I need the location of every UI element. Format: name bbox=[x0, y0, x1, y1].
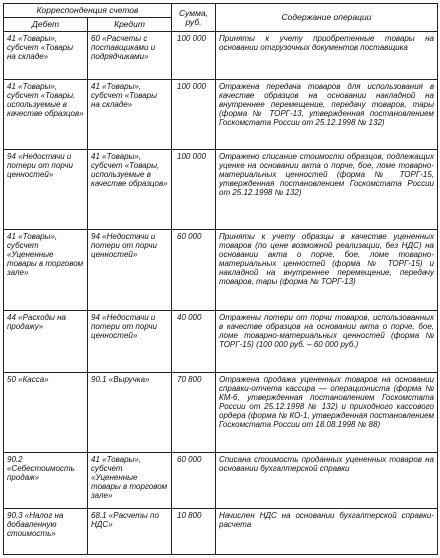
operation-cell: Отражена продажа уцененных товаров на основании справки-отчета кассира — операциониста (форма № КМ-6, утвержденная постановлением Госкомстата России от 25.12.1998 № 132) и приходного кассового ордера (форма № КО-1, утвержденная постановлением Госкомстата России от 18.08.1998 № 88) bbox=[216, 372, 438, 452]
header-correspondence: Корреспонденция счетов bbox=[4, 4, 172, 18]
operation-cell: Приняты к учету приобретенные товары на основании отгрузочных документов поставщика bbox=[216, 32, 438, 80]
debit-cell: 41 «Товары», субсчет «Товары на складе» bbox=[4, 32, 88, 80]
debit-cell: 50 «Касса» bbox=[4, 372, 88, 452]
credit-cell: 60 «Расчеты с поставщиками и подрядчиками» bbox=[88, 32, 172, 80]
sum-cell: 100 000 bbox=[172, 80, 216, 150]
debit-cell: 90.2 «Себестоимость продаж» bbox=[4, 452, 88, 508]
header-credit: Кредит bbox=[88, 18, 172, 32]
sum-cell: 60 000 bbox=[172, 229, 216, 311]
debit-cell: 44 «Расходы на продажу» bbox=[4, 311, 88, 372]
operation-cell: Списана стоимость проданных уцененных товаров на основании бухгалтерской справки bbox=[216, 452, 438, 508]
credit-cell: 41 «Товары», субсчет «Товары на складе» bbox=[88, 80, 172, 150]
sum-cell: 70 800 bbox=[172, 372, 216, 452]
sum-cell: 40 000 bbox=[172, 311, 216, 372]
sum-cell: 10 800 bbox=[172, 508, 216, 554]
credit-cell: 94 «Недостачи и потери от порчи ценностей» bbox=[88, 311, 172, 372]
sum-cell: 100 000 bbox=[172, 149, 216, 229]
credit-cell: 41 «Товары», субсчет «Товары, используемые в качестве образцов» bbox=[88, 149, 172, 229]
header-debit: Дебет bbox=[4, 18, 88, 32]
operation-cell: Отражено списание стоимости образцов, подлежащих уценке на основании акта о порче, бое, ломе товарно-материальных ценностей (форма № ТОРГ-15, утвержденная постановлением Госкомстата России от 25.12.1998 № 132) bbox=[216, 149, 438, 229]
operation-cell: Приняты к учету образцы в качестве уцененных товаров (по цене возможной реализации, без НДС) на основании акта о порче, бое, ломе товарно-материальных ценностей (форма № ТОРГ-15) и накладной на внутреннее перемещение, передачу товаров, тары (форма № ТОРГ-13) bbox=[216, 229, 438, 311]
table-row bbox=[4, 32, 438, 80]
table-row bbox=[4, 311, 438, 372]
debit-cell: 94 «Недостачи и потери от порчи ценностей» bbox=[4, 149, 88, 229]
credit-cell: 41 «Товары», субсчет «Уцененные товары в торговом зале» bbox=[88, 452, 172, 508]
table-row bbox=[4, 452, 438, 508]
table-row bbox=[4, 372, 438, 452]
debit-cell: 41 «Товары», субсчет «Уцененные товары в торговом зале» bbox=[4, 229, 88, 311]
table-row bbox=[4, 229, 438, 311]
operation-cell: Начислен НДС на основании бухгалтерской справки-расчета bbox=[216, 508, 438, 554]
table-row bbox=[4, 508, 438, 554]
operation-cell: Отражены потери от порчи товаров, использованных в качестве образцов на основании акта о порче, бое, ломе товарно-материальных ценностей (форма № ТОРГ-15) (100 000 руб. – 60 000 руб.) bbox=[216, 311, 438, 372]
header-sum: Сумма, руб. bbox=[172, 4, 216, 32]
header-operation: Содержание операции bbox=[216, 4, 438, 32]
operations-table bbox=[3, 3, 438, 555]
table-row bbox=[4, 149, 438, 229]
sum-cell: 60 000 bbox=[172, 452, 216, 508]
debit-cell: 90.3 «Налог на добавленную стоимость» bbox=[4, 508, 88, 554]
credit-cell: 68.1 «Расчеты по НДС» bbox=[88, 508, 172, 554]
operation-cell: Отражена передача товаров для использования в качестве образцов на основании накладной на внутреннее перемещение, передачу товаров, тары (форма № ТОРГ-13, утвержденная постановлением Госкомстата России от 25.12.1998 № 132) bbox=[216, 80, 438, 150]
table-row bbox=[4, 80, 438, 150]
sum-cell: 100 000 bbox=[172, 32, 216, 80]
credit-cell: 90.1 «Выручка» bbox=[88, 372, 172, 452]
credit-cell: 94 «Недостачи и потери от порчи ценностей» bbox=[88, 229, 172, 311]
debit-cell: 41 «Товары», субсчет «Товары, используемые в качестве образцов» bbox=[4, 80, 88, 150]
